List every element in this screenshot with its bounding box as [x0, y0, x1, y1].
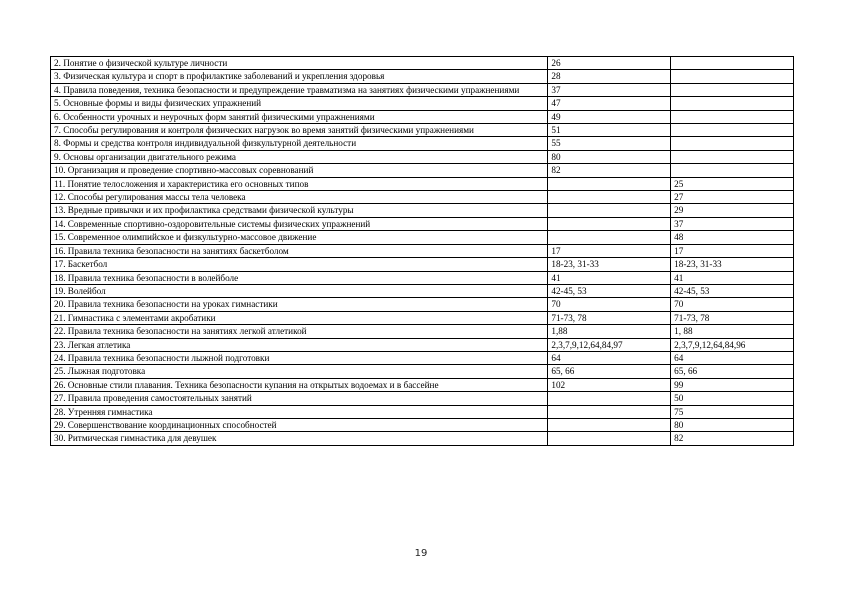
topic-cell: 10. Организация и проведение спортивно-массовых соревнований — [51, 164, 548, 177]
page-cell-col1 — [548, 231, 671, 244]
page-cell-col1 — [548, 392, 671, 405]
page-cell-col1 — [548, 405, 671, 418]
topic-cell: 13. Вредные привычки и их профилактика средствами физической культуры — [51, 204, 548, 217]
page-cell-col1: 18-23, 31-33 — [548, 258, 671, 271]
page-cell-col1: 2,3,7,9,12,64,84,97 — [548, 338, 671, 351]
page-cell-col2: 82 — [671, 432, 794, 445]
table-row — [51, 137, 794, 150]
page-cell-col1: 49 — [548, 110, 671, 123]
page-cell-col2: 48 — [671, 231, 794, 244]
topic-cell: 9. Основы организации двигательного режима — [51, 150, 548, 163]
table-row — [51, 124, 794, 137]
page-cell-col1: 80 — [548, 150, 671, 163]
table-row — [51, 70, 794, 83]
page-cell-col2: 42-45, 53 — [671, 284, 794, 297]
page-cell-col1: 55 — [548, 137, 671, 150]
page-cell-col2: 75 — [671, 405, 794, 418]
topic-cell: 28. Утренняя гимнастика — [51, 405, 548, 418]
page-cell-col2: 50 — [671, 392, 794, 405]
topic-cell: 22. Правила техника безопасности на занятиях легкой атлетикой — [51, 325, 548, 338]
topic-cell: 26. Основные стили плавания. Техника безопасности купания на открытых водоемах и в бассейне — [51, 378, 548, 391]
table-row — [51, 204, 794, 217]
page-cell-col2 — [671, 83, 794, 96]
topic-cell: 8. Формы и средства контроля индивидуальной физкультурной деятельности — [51, 137, 548, 150]
page-cell-col2 — [671, 150, 794, 163]
topic-cell: 16. Правила техника безопасности на занятиях баскетболом — [51, 244, 548, 257]
page-cell-col2: 25 — [671, 177, 794, 190]
table-row — [51, 244, 794, 257]
table-row — [51, 177, 794, 190]
topic-cell: 2. Понятие о физической культуре личности — [51, 57, 548, 70]
table-row — [51, 217, 794, 230]
topic-cell: 6. Особенности урочных и неурочных форм занятий физическими упражнениями — [51, 110, 548, 123]
page-cell-col1: 42-45, 53 — [548, 284, 671, 297]
page-cell-col1: 1,88 — [548, 325, 671, 338]
table-row — [51, 298, 794, 311]
topic-cell: 23. Легкая атлетика — [51, 338, 548, 351]
topic-cell: 27. Правила проведения самостоятельных занятий — [51, 392, 548, 405]
page-cell-col2 — [671, 137, 794, 150]
page-cell-col1: 102 — [548, 378, 671, 391]
page-cell-col2: 99 — [671, 378, 794, 391]
table-row — [51, 365, 794, 378]
page-cell-col2: 64 — [671, 351, 794, 364]
page-cell-col2: 37 — [671, 217, 794, 230]
table-row — [51, 150, 794, 163]
page-cell-col1: 51 — [548, 124, 671, 137]
page-cell-col1: 70 — [548, 298, 671, 311]
page-cell-col2: 70 — [671, 298, 794, 311]
topic-cell: 12. Способы регулирования массы тела человека — [51, 191, 548, 204]
page-cell-col1: 37 — [548, 83, 671, 96]
table-row — [51, 191, 794, 204]
table-row — [51, 110, 794, 123]
page-cell-col2 — [671, 110, 794, 123]
topic-cell: 5. Основные формы и виды физических упражнений — [51, 97, 548, 110]
table-row — [51, 284, 794, 297]
table-row — [51, 338, 794, 351]
page-cell-col1: 65, 66 — [548, 365, 671, 378]
topic-cell: 7. Способы регулирования и контроля физических нагрузок во время занятий физическими упражнениями — [51, 124, 548, 137]
topic-cell: 20. Правила техника безопасности на уроках гимнастики — [51, 298, 548, 311]
table-row — [51, 418, 794, 431]
topic-cell: 24. Правила техника безопасности лыжной подготовки — [51, 351, 548, 364]
page-cell-col2 — [671, 70, 794, 83]
topic-cell: 15. Современное олимпийское и физкультурно-массовое движение — [51, 231, 548, 244]
topic-cell: 4. Правила поведения, техника безопасности и предупреждение травматизма на занятиях физическими упражнениями — [51, 83, 548, 96]
contents-table-body — [51, 57, 794, 446]
topic-cell: 14. Современные спортивно-оздоровительные системы физических упражнений — [51, 217, 548, 230]
page-cell-col1: 26 — [548, 57, 671, 70]
table-row — [51, 164, 794, 177]
table-row — [51, 83, 794, 96]
page-cell-col1 — [548, 204, 671, 217]
table-row — [51, 311, 794, 324]
page-cell-col1 — [548, 191, 671, 204]
page-cell-col2 — [671, 164, 794, 177]
table-row — [51, 351, 794, 364]
page-cell-col2: 17 — [671, 244, 794, 257]
page-cell-col1 — [548, 177, 671, 190]
page-cell-col1 — [548, 432, 671, 445]
page-cell-col2: 80 — [671, 418, 794, 431]
page-cell-col2: 2,3,7,9,12,64,84,96 — [671, 338, 794, 351]
topic-cell: 18. Правила техника безопасности в волейболе — [51, 271, 548, 284]
page-cell-col1: 28 — [548, 70, 671, 83]
page-cell-col2: 29 — [671, 204, 794, 217]
table-row — [51, 432, 794, 445]
topic-cell: 21. Гимнастика с элементами акробатики — [51, 311, 548, 324]
contents-table — [50, 56, 794, 446]
page-cell-col2: 27 — [671, 191, 794, 204]
topic-cell: 25. Лыжная подготовка — [51, 365, 548, 378]
table-row — [51, 392, 794, 405]
topic-cell: 30. Ритмическая гимнастика для девушек — [51, 432, 548, 445]
table-row — [51, 378, 794, 391]
table-row — [51, 231, 794, 244]
page-cell-col1: 41 — [548, 271, 671, 284]
page-cell-col1 — [548, 418, 671, 431]
page-number: 19 — [414, 548, 428, 559]
page-cell-col2: 1, 88 — [671, 325, 794, 338]
page-cell-col1: 82 — [548, 164, 671, 177]
page-cell-col1: 47 — [548, 97, 671, 110]
topic-cell: 29. Совершенствование координационных способностей — [51, 418, 548, 431]
page-cell-col1: 17 — [548, 244, 671, 257]
topic-cell: 3. Физическая культура и спорт в профилактике заболеваний и укрепления здоровья — [51, 70, 548, 83]
table-row — [51, 258, 794, 271]
table-row — [51, 325, 794, 338]
table-row — [51, 405, 794, 418]
page-cell-col2: 65, 66 — [671, 365, 794, 378]
table-row — [51, 271, 794, 284]
page-cell-col2 — [671, 97, 794, 110]
page-cell-col1: 71-73, 78 — [548, 311, 671, 324]
page-cell-col2: 18-23, 31-33 — [671, 258, 794, 271]
table-row — [51, 57, 794, 70]
page-cell-col2: 71-73, 78 — [671, 311, 794, 324]
page-cell-col2: 41 — [671, 271, 794, 284]
table-row — [51, 97, 794, 110]
page-cell-col1: 64 — [548, 351, 671, 364]
page-cell-col2 — [671, 124, 794, 137]
page-cell-col1 — [548, 217, 671, 230]
topic-cell: 19. Волейбол — [51, 284, 548, 297]
page-cell-col2 — [671, 57, 794, 70]
topic-cell: 17. Баскетбол — [51, 258, 548, 271]
topic-cell: 11. Понятие телосложения и характеристика его основных типов — [51, 177, 548, 190]
